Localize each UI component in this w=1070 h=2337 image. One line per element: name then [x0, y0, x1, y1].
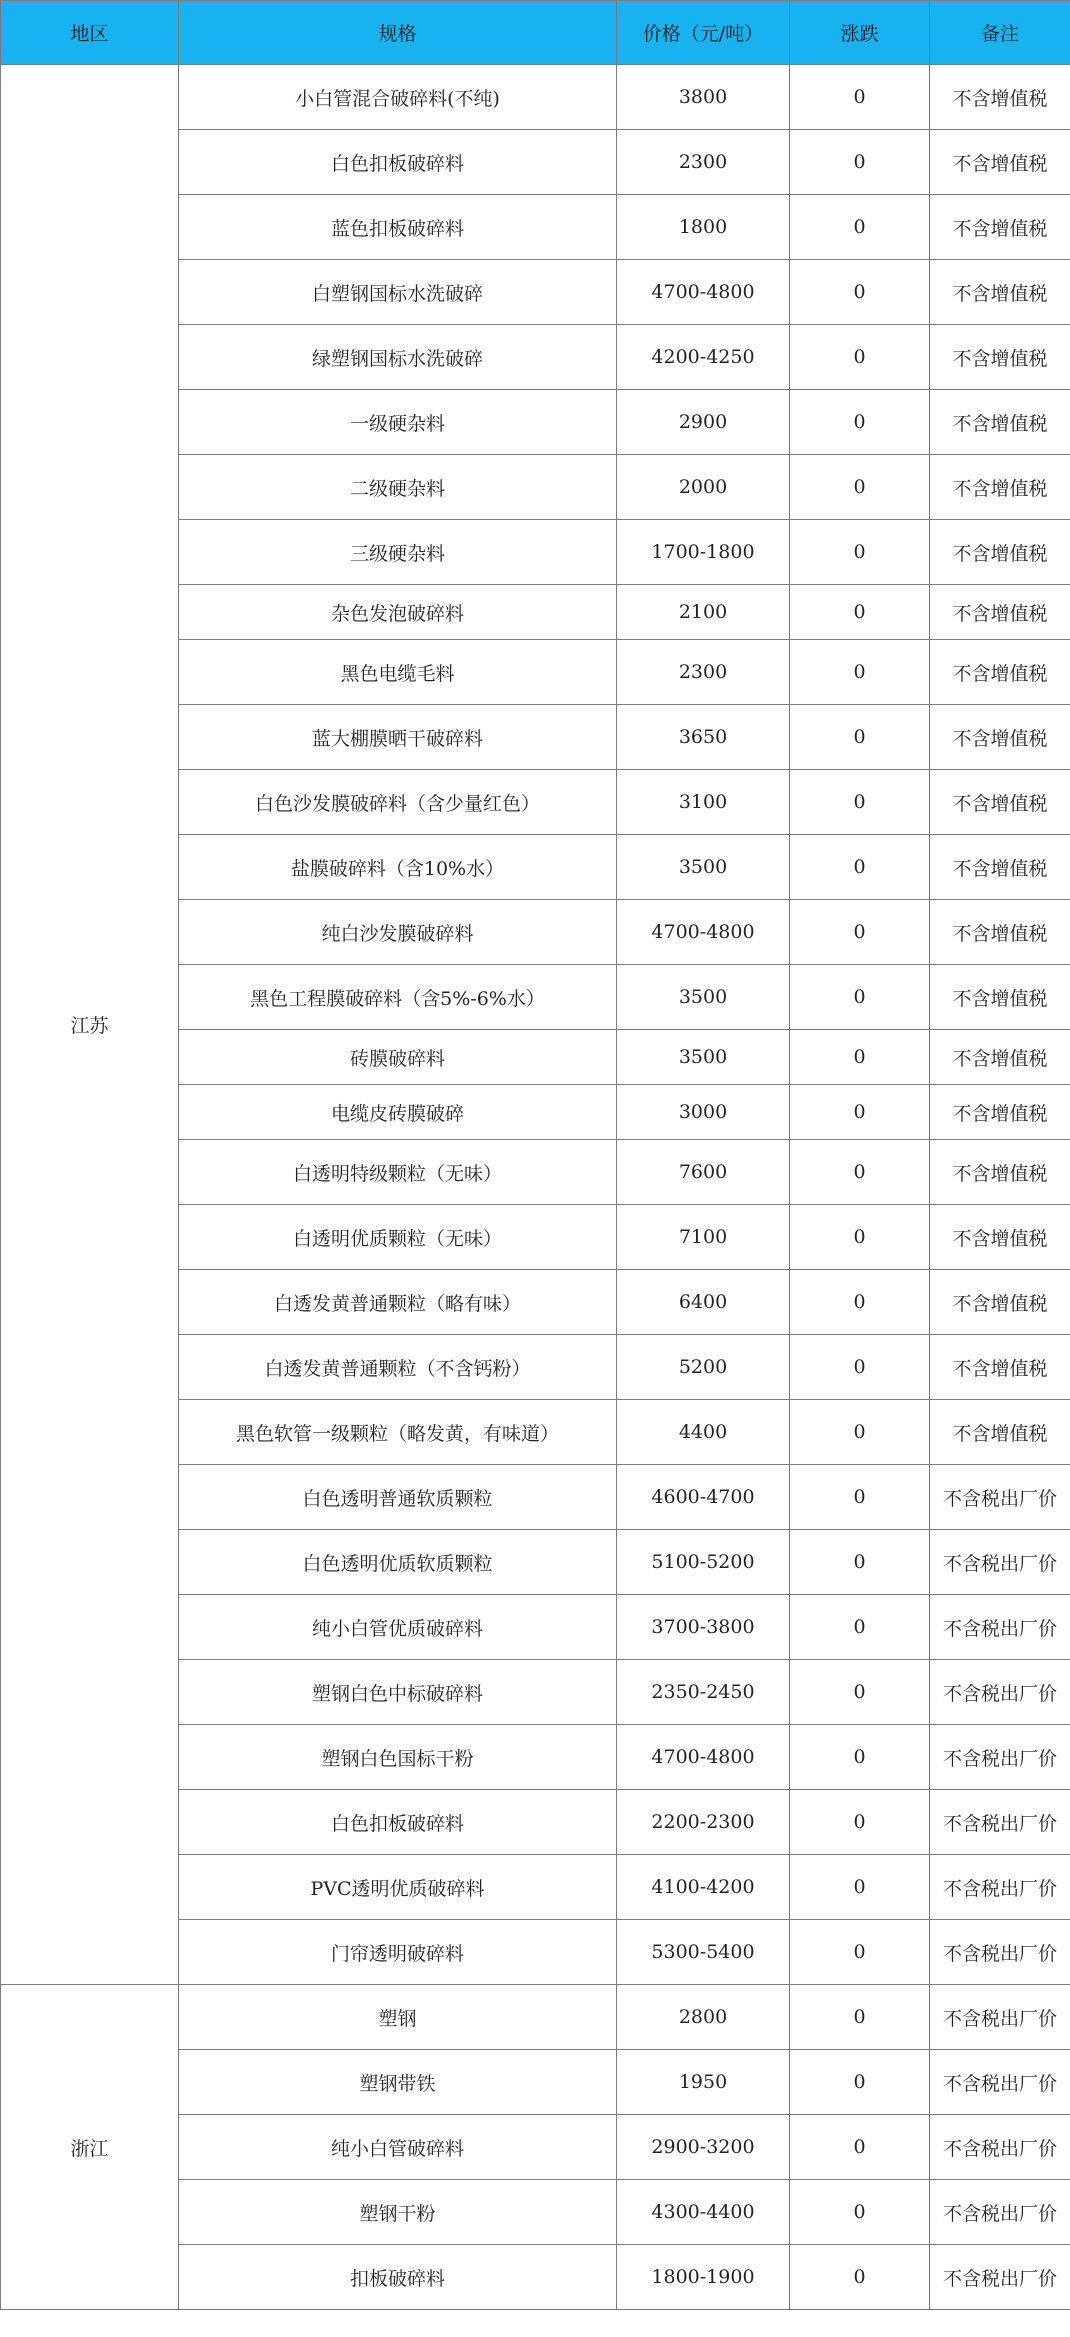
header-change: 涨跌	[790, 1, 930, 65]
change-cell: 0	[790, 1530, 930, 1595]
note-cell: 不含增值税	[930, 705, 1070, 770]
price-cell: 2350-2450	[617, 1660, 790, 1725]
note-cell: 不含增值税	[930, 455, 1070, 520]
spec-cell: 白透明优质颗粒（无味）	[179, 1205, 617, 1270]
price-cell: 3500	[617, 965, 790, 1030]
price-cell: 3650	[617, 705, 790, 770]
spec-cell: 砖膜破碎料	[179, 1030, 617, 1085]
spec-cell: 塑钢干粉	[179, 2180, 617, 2245]
change-cell: 0	[790, 1855, 930, 1920]
note-cell: 不含税出厂价	[930, 1465, 1070, 1530]
price-cell: 7100	[617, 1205, 790, 1270]
price-cell: 4700-4800	[617, 1725, 790, 1790]
change-cell: 0	[790, 390, 930, 455]
spec-cell: 黑色软管一级颗粒（略发黄，有味道）	[179, 1400, 617, 1465]
price-cell: 2800	[617, 1985, 790, 2050]
header-note: 备注	[930, 1, 1070, 65]
price-cell: 5300-5400	[617, 1920, 790, 1985]
spec-cell: 白透发黄普通颗粒（略有味）	[179, 1270, 617, 1335]
price-cell: 4700-4800	[617, 260, 790, 325]
note-cell: 不含增值税	[930, 835, 1070, 900]
header-row	[1, 1, 1070, 65]
note-cell: 不含增值税	[930, 770, 1070, 835]
spec-cell: 二级硬杂料	[179, 455, 617, 520]
change-cell: 0	[790, 1790, 930, 1855]
price-cell: 3800	[617, 65, 790, 130]
spec-cell: 纯小白管优质破碎料	[179, 1595, 617, 1660]
note-cell: 不含税出厂价	[930, 1530, 1070, 1595]
change-cell: 0	[790, 325, 930, 390]
change-cell: 0	[790, 1465, 930, 1530]
spec-cell: 白色扣板破碎料	[179, 130, 617, 195]
price-cell: 2900-3200	[617, 2115, 790, 2180]
change-cell: 0	[790, 1920, 930, 1985]
note-cell: 不含增值税	[930, 1085, 1070, 1140]
spec-cell: 电缆皮砖膜破碎	[179, 1085, 617, 1140]
price-cell: 3100	[617, 770, 790, 835]
note-cell: 不含增值税	[930, 965, 1070, 1030]
price-cell: 5100-5200	[617, 1530, 790, 1595]
note-cell: 不含增值税	[930, 390, 1070, 455]
change-cell: 0	[790, 130, 930, 195]
change-cell: 0	[790, 705, 930, 770]
price-cell: 3000	[617, 1085, 790, 1140]
price-cell: 4300-4400	[617, 2180, 790, 2245]
price-cell: 3500	[617, 835, 790, 900]
change-cell: 0	[790, 835, 930, 900]
change-cell: 0	[790, 1030, 930, 1085]
change-cell: 0	[790, 900, 930, 965]
spec-cell: 扣板破碎料	[179, 2245, 617, 2310]
price-cell: 3500	[617, 1030, 790, 1085]
note-cell: 不含增值税	[930, 900, 1070, 965]
change-cell: 0	[790, 1270, 930, 1335]
note-cell: 不含税出厂价	[930, 1985, 1070, 2050]
price-cell: 4600-4700	[617, 1465, 790, 1530]
spec-cell: PVC透明优质破碎料	[179, 1855, 617, 1920]
spec-cell: 白透发黄普通颗粒（不含钙粉）	[179, 1335, 617, 1400]
spec-cell: 塑钢白色中标破碎料	[179, 1660, 617, 1725]
note-cell: 不含税出厂价	[930, 1725, 1070, 1790]
change-cell: 0	[790, 640, 930, 705]
change-cell: 0	[790, 1335, 930, 1400]
spec-cell: 杂色发泡破碎料	[179, 585, 617, 640]
note-cell: 不含增值税	[930, 1140, 1070, 1205]
spec-cell: 白透明特级颗粒（无味）	[179, 1140, 617, 1205]
change-cell: 0	[790, 1400, 930, 1465]
note-cell: 不含税出厂价	[930, 2115, 1070, 2180]
change-cell: 0	[790, 65, 930, 130]
change-cell: 0	[790, 1985, 930, 2050]
spec-cell: 绿塑钢国标水洗破碎	[179, 325, 617, 390]
spec-cell: 盐膜破碎料（含10%水）	[179, 835, 617, 900]
change-cell: 0	[790, 2180, 930, 2245]
change-cell: 0	[790, 1725, 930, 1790]
spec-cell: 三级硬杂料	[179, 520, 617, 585]
note-cell: 不含增值税	[930, 1335, 1070, 1400]
spec-cell: 蓝大棚膜晒干破碎料	[179, 705, 617, 770]
spec-cell: 纯小白管破碎料	[179, 2115, 617, 2180]
note-cell: 不含税出厂价	[930, 1660, 1070, 1725]
note-cell: 不含税出厂价	[930, 2050, 1070, 2115]
price-cell: 3700-3800	[617, 1595, 790, 1660]
note-cell: 不含增值税	[930, 65, 1070, 130]
spec-cell: 塑钢白色国标干粉	[179, 1725, 617, 1790]
change-cell: 0	[790, 1205, 930, 1270]
note-cell: 不含税出厂价	[930, 1595, 1070, 1660]
change-cell: 0	[790, 2115, 930, 2180]
price-cell: 1800-1900	[617, 2245, 790, 2310]
price-cell: 2300	[617, 640, 790, 705]
change-cell: 0	[790, 1660, 930, 1725]
note-cell: 不含增值税	[930, 585, 1070, 640]
price-cell: 2100	[617, 585, 790, 640]
change-cell: 0	[790, 770, 930, 835]
spec-cell: 塑钢带铁	[179, 2050, 617, 2115]
table-body	[1, 65, 1070, 2310]
change-cell: 0	[790, 965, 930, 1030]
spec-cell: 纯白沙发膜破碎料	[179, 900, 617, 965]
spec-cell: 白色扣板破碎料	[179, 1790, 617, 1855]
spec-cell: 白色沙发膜破碎料（含少量红色）	[179, 770, 617, 835]
table-row	[1, 1985, 1070, 2050]
spec-cell: 一级硬杂料	[179, 390, 617, 455]
note-cell: 不含税出厂价	[930, 1790, 1070, 1855]
note-cell: 不含增值税	[930, 1400, 1070, 1465]
note-cell: 不含增值税	[930, 1205, 1070, 1270]
price-cell: 2900	[617, 390, 790, 455]
price-cell: 1800	[617, 195, 790, 260]
change-cell: 0	[790, 195, 930, 260]
note-cell: 不含增值税	[930, 195, 1070, 260]
price-cell: 4100-4200	[617, 1855, 790, 1920]
price-cell: 4400	[617, 1400, 790, 1465]
spec-cell: 白色透明普通软质颗粒	[179, 1465, 617, 1530]
price-cell: 6400	[617, 1270, 790, 1335]
change-cell: 0	[790, 455, 930, 520]
note-cell: 不含税出厂价	[930, 1855, 1070, 1920]
change-cell: 0	[790, 520, 930, 585]
spec-cell: 蓝色扣板破碎料	[179, 195, 617, 260]
spec-cell: 黑色电缆毛料	[179, 640, 617, 705]
change-cell: 0	[790, 1140, 930, 1205]
change-cell: 0	[790, 1085, 930, 1140]
note-cell: 不含增值税	[930, 1270, 1070, 1335]
note-cell: 不含增值税	[930, 130, 1070, 195]
spec-cell: 白色透明优质软质颗粒	[179, 1530, 617, 1595]
table-row	[1, 65, 1070, 130]
spec-cell: 塑钢	[179, 1985, 617, 2050]
table-header	[1, 1, 1070, 65]
note-cell: 不含增值税	[930, 640, 1070, 705]
change-cell: 0	[790, 585, 930, 640]
price-cell: 4700-4800	[617, 900, 790, 965]
note-cell: 不含税出厂价	[930, 1920, 1070, 1985]
change-cell: 0	[790, 260, 930, 325]
note-cell: 不含增值税	[930, 520, 1070, 585]
note-cell: 不含税出厂价	[930, 2245, 1070, 2310]
note-cell: 不含增值税	[930, 325, 1070, 390]
region-cell: 江苏	[1, 65, 179, 1985]
spec-cell: 门帘透明破碎料	[179, 1920, 617, 1985]
price-cell: 1950	[617, 2050, 790, 2115]
note-cell: 不含增值税	[930, 260, 1070, 325]
spec-cell: 白塑钢国标水洗破碎	[179, 260, 617, 325]
spec-cell: 小白管混合破碎料(不纯)	[179, 65, 617, 130]
change-cell: 0	[790, 2050, 930, 2115]
header-price: 价格（元/吨）	[617, 1, 790, 65]
spec-cell: 黑色工程膜破碎料（含5%-6%水）	[179, 965, 617, 1030]
price-cell: 5200	[617, 1335, 790, 1400]
price-cell: 2300	[617, 130, 790, 195]
price-cell: 7600	[617, 1140, 790, 1205]
price-cell: 2000	[617, 455, 790, 520]
change-cell: 0	[790, 1595, 930, 1660]
note-cell: 不含增值税	[930, 1030, 1070, 1085]
note-cell: 不含税出厂价	[930, 2180, 1070, 2245]
price-cell: 2200-2300	[617, 1790, 790, 1855]
price-cell: 1700-1800	[617, 520, 790, 585]
price-cell: 4200-4250	[617, 325, 790, 390]
header-spec: 规格	[179, 1, 617, 65]
header-region: 地区	[1, 1, 179, 65]
change-cell: 0	[790, 2245, 930, 2310]
region-cell: 浙江	[1, 1985, 179, 2310]
